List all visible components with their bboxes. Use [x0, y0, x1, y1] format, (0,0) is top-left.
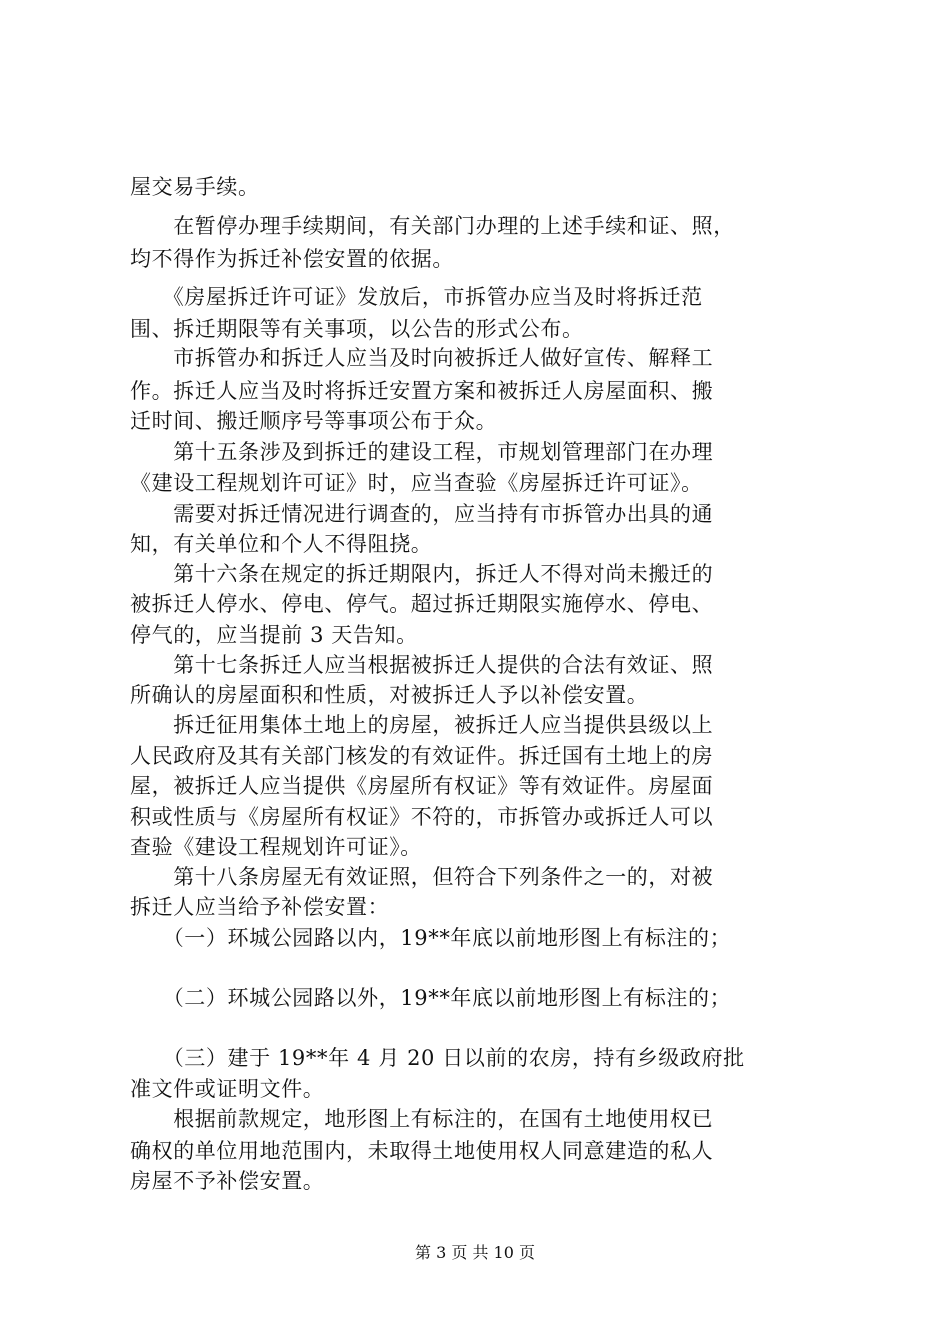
list-item-line: （二）环城公园路以外，19**年底以前地形图上有标注的；	[130, 986, 732, 1010]
text-line: 第十七条拆迁人应当根据被拆迁人提供的合法有效证、照	[130, 653, 714, 677]
text-line: 准文件或证明文件。	[130, 1077, 325, 1101]
text-line: 积或性质与《房屋所有权证》不符的，市拆管办或拆迁人可以	[130, 805, 714, 829]
list-item-line: （一）环城公园路以内，19**年底以前地形图上有标注的；	[130, 926, 732, 950]
text-line: 所确认的房屋面积和性质，对被拆迁人予以补偿安置。	[130, 683, 649, 707]
text-line: 围、拆迁期限等有关事项，以公告的形式公布。	[130, 317, 584, 341]
text-line: 需要对拆迁情况进行调查的，应当持有市拆管办出具的通	[130, 502, 714, 526]
page-number-footer: 第 3 页 共 10 页	[415, 1243, 535, 1262]
text-line: 《建设工程规划许可证》时，应当查验《房屋拆迁许可证》。	[130, 471, 703, 495]
list-item-line: （三）建于 19**年 4 月 20 日以前的农房，持有乡级政府批	[130, 1046, 745, 1070]
text-line: 屋，被拆迁人应当提供《房屋所有权证》等有效证件。房屋面	[130, 774, 714, 798]
text-line: 被拆迁人停水、停电、停气。超过拆迁期限实施停水、停电、	[130, 592, 714, 616]
text-line: 市拆管办和拆迁人应当及时向被拆迁人做好宣传、解释工	[130, 346, 714, 370]
text-line: 作。拆迁人应当及时将拆迁安置方案和被拆迁人房屋面积、搬	[130, 379, 714, 403]
text-line: 房屋不予补偿安置。	[130, 1169, 325, 1193]
text-line: 拆迁人应当给予补偿安置：	[130, 895, 390, 919]
text-line: 停气的，应当提前 3 天告知。	[130, 623, 418, 647]
text-line: 在暂停办理手续期间，有关部门办理的上述手续和证、照，	[130, 214, 735, 238]
text-line: 第十六条在规定的拆迁期限内，拆迁人不得对尚未搬迁的	[130, 562, 714, 586]
text-line: 知，有关单位和个人不得阻挠。	[130, 532, 433, 556]
text-line: 根据前款规定，地形图上有标注的，在国有土地使用权已	[130, 1107, 714, 1131]
text-line: 迁时间、搬迁顺序号等事项公布于众。	[130, 409, 498, 433]
text-line: 屋交易手续。	[130, 175, 260, 199]
text-line: 第十八条房屋无有效证照，但符合下列条件之一的，对被	[130, 865, 714, 889]
text-line: 拆迁征用集体土地上的房屋，被拆迁人应当提供县级以上	[130, 713, 714, 737]
text-line: 人民政府及其有关部门核发的有效证件。拆迁国有土地上的房	[130, 744, 714, 768]
text-line: 《房屋拆迁许可证》发放后，市拆管办应当及时将拆迁范	[130, 285, 703, 309]
text-line: 查验《建设工程规划许可证》。	[130, 835, 422, 859]
text-line: 确权的单位用地范围内，未取得土地使用权人同意建造的私人	[130, 1139, 714, 1163]
text-line: 均不得作为拆迁补偿安置的依据。	[130, 247, 454, 271]
text-line: 第十五条涉及到拆迁的建设工程，市规划管理部门在办理	[130, 440, 714, 464]
